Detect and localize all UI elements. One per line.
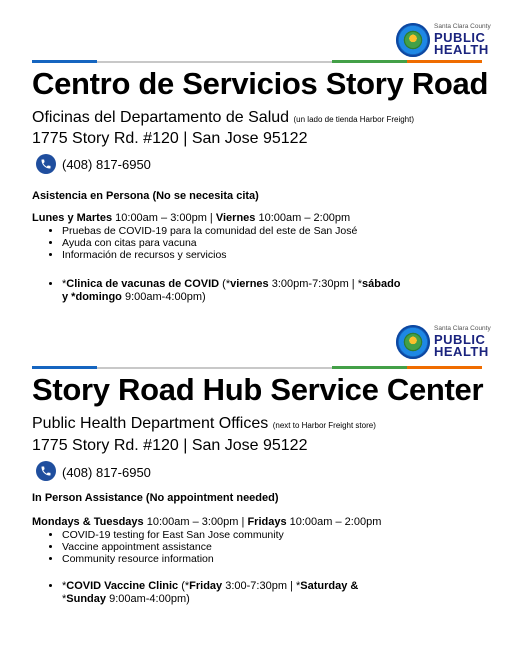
public-health-logo [396,324,491,360]
address: 1775 Story Rd. #120 | San Jose 95122 [32,437,308,454]
list-item: • Pruebas de COVID-19 para la comunidad del este de San José [62,225,357,237]
clinic-name: Clinica de vacunas de COVID [66,278,220,290]
office-name: Oficinas del Departamento de Salud [32,109,290,126]
office-note: (un lado de tienda Harbor Freight) [293,115,415,124]
clinic-item [62,278,482,304]
page-title: Centro de Servicios Story Road [32,66,489,101]
clinic-time-1: 3:00pm-7:30pm | * [268,278,363,290]
address: 1775 Story Rd. #120 | San Jose 95122 [32,130,308,147]
clinic-day-1: viernes [230,278,269,290]
clinic-day-1: Friday [189,580,223,592]
office-note: (next to Harbor Freight store) [272,421,376,430]
phone-icon [36,461,56,481]
divider-gray [97,367,332,369]
hours-days-2: Fridays [247,516,287,528]
office-line [32,109,414,127]
clinic-and: y * [62,291,76,303]
logo-health: HEALTH [434,344,489,359]
services-list [32,225,357,261]
logo-health: HEALTH [434,42,489,57]
clinic-and: * [62,593,67,605]
list-item: • Vaccine appointment assistance [62,541,284,553]
assistance-heading: In Person Assistance (No appointment needed) [32,492,279,504]
phone-number[interactable]: (408) 817-6950 [62,157,151,172]
hours-time-2: 10:00am – 2:00pm [255,212,351,224]
divider-orange [407,366,482,369]
clinic-day-2: sábado [362,278,401,290]
divider-blue [32,366,97,369]
divider-blue [32,60,97,63]
office-line [32,415,376,433]
clinic-item [62,580,482,606]
hours-days-1: Lunes y Martes [32,212,113,224]
hours-time-1: 10:00am – 3:00pm | [112,212,216,224]
list-item: • Community resource information [62,553,284,565]
clinic-list [32,580,482,606]
clinic-day-2: Saturday & [300,580,359,592]
services-list [32,529,284,565]
list-item: • Información de recursos y servicios [62,249,357,261]
clinic-time-2: 9:00am-4:00pm) [106,593,190,605]
clinic-day-3: domingo [75,291,122,303]
clinic-name: COVID Vaccine Clinic [66,580,179,592]
divider-green [332,366,407,369]
clinic-time-2: 9:00am-4:00pm) [121,291,206,303]
phone-icon [36,154,56,174]
logo-public: PUBLIC [434,332,486,347]
list-item: • COVID-19 testing for East San Jose community [62,529,284,541]
hours-time-2: 10:00am – 2:00pm [286,516,382,528]
clinic-open: (* [219,278,231,290]
public-health-logo [396,22,491,58]
logo-public: PUBLIC [434,30,486,45]
clinic-star: * [62,580,67,592]
divider-gray [97,61,332,63]
divider-green [332,60,407,63]
divider-orange [407,60,482,63]
phone-number[interactable]: (408) 817-6950 [62,465,151,480]
clinic-list [32,278,482,304]
list-item: • Ayuda con citas para vacuna [62,237,357,249]
logo-county: Santa Clara County [434,325,491,332]
clinic-time-1: 3:00-7:30pm | * [222,580,301,592]
clinic-open: (* [178,580,190,592]
assistance-heading: Asistencia en Persona (No se necesita cita) [32,190,259,202]
county-seal-icon [396,23,430,57]
hours-time-1: 10:00am – 3:00pm | [143,516,248,528]
logo-county: Santa Clara County [434,23,491,30]
page-title: Story Road Hub Service Center [32,372,484,407]
county-seal-icon [396,325,430,359]
hours-days-2: Viernes [215,212,256,224]
hours-line [32,212,350,224]
office-name: Public Health Department Offices [32,415,269,432]
clinic-day-3: Sunday [66,593,107,605]
hours-line [32,516,381,528]
clinic-star: * [62,278,67,290]
hours-days-1: Mondays & Tuesdays [32,516,144,528]
